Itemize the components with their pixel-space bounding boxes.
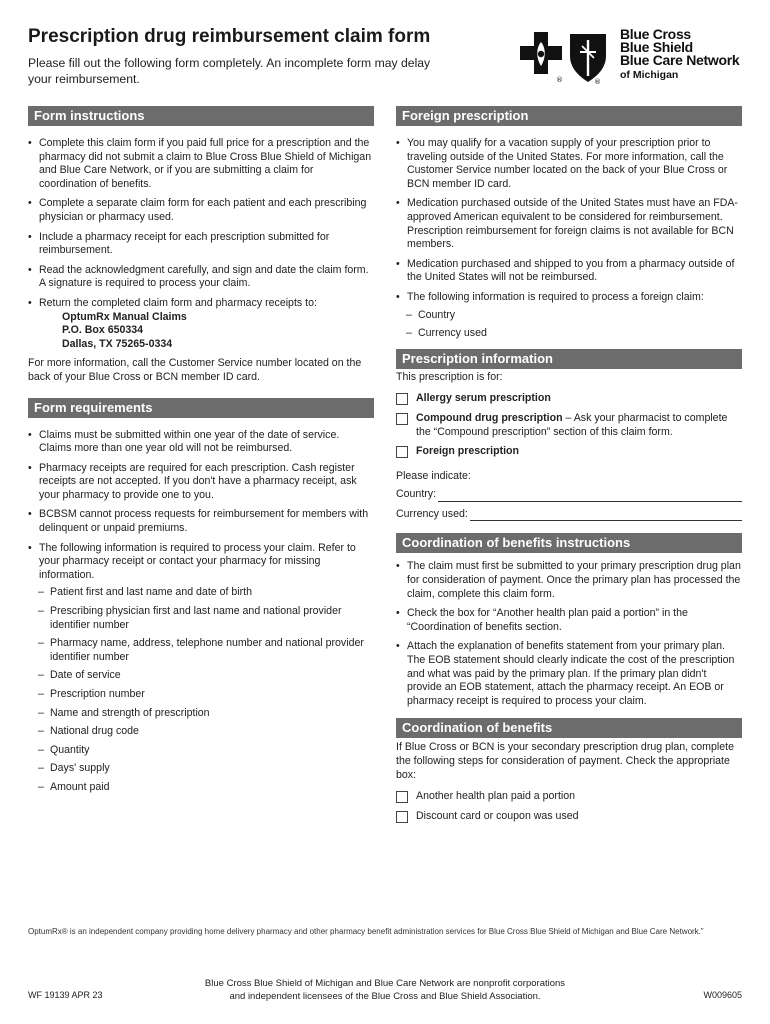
- sub-list-item: – Prescribing physician first and last name and national provider identifier number: [28, 605, 374, 632]
- another-plan-option[interactable]: [396, 790, 742, 804]
- brand-line-2: Blue Shield: [620, 39, 693, 55]
- sub-list-item: – Name and strength of prescription: [28, 707, 374, 721]
- country-field[interactable]: [396, 488, 742, 502]
- customer-service-note: For more information, call the Customer Service number located on the back of your Blue Cross or BCN member ID card.: [28, 357, 362, 383]
- list-item-text: The following information is required to process your claim. Refer to your pharmacy receipt or contact your pharmacy for missing information.: [39, 541, 356, 581]
- page-subtitle: Please fill out the following form completely. An incomplete form may delay your reimbursement.: [28, 56, 431, 86]
- svg-text:®: ®: [594, 78, 601, 86]
- allergy-serum-label: Allergy serum prescription: [416, 392, 551, 405]
- compound-drug-option[interactable]: [396, 412, 742, 439]
- list-item: • Read the acknowledgment carefully, and sign and date the claim form. A signature is required to process your claim.: [28, 264, 374, 291]
- list-item: • Medication purchased and shipped to you from a pharmacy outside of the United States will not be reimbursed.: [396, 258, 742, 285]
- compound-drug-label: Compound drug prescription: [416, 411, 563, 424]
- foreign-prescription-list: [396, 137, 742, 341]
- form-requirements-list: [28, 429, 374, 795]
- list-item: • Medication purchased outside of the United States must have an FDA-approved American equivalent to be considered for reimbursement. Prescription reimbursement for foreign claims is not available for BCN members.: [396, 197, 742, 251]
- sub-list-item: – Prescription number: [28, 688, 374, 702]
- list-item: • Pharmacy receipts are required for each prescription. Cash register receipts are not accepted. If you don't have a pharmacy receipt, ask your pharmacy to provide one to you.: [28, 462, 374, 503]
- allergy-serum-option[interactable]: [396, 392, 742, 406]
- mailing-address: [28, 311, 374, 352]
- list-item: • Attach the explanation of benefits statement from your primary plan. The EOB statement should clearly indicate the cost of the prescription and what was paid by the primary plan. If the primary plan didn't provide an EOB statement, attach the pharmacy receipt. An EOB or pharmacy receipt is required to process your claim.: [396, 640, 742, 708]
- list-item: • Check the box for “Another health plan paid a portion” in the “Coordination of benefits section.: [396, 607, 742, 634]
- sub-list-item: – Pharmacy name, address, telephone number and national provider identifier number: [28, 637, 374, 664]
- brand-line-1: Blue Cross: [620, 26, 691, 42]
- foreign-prescription-option[interactable]: [396, 445, 742, 459]
- cross-shield-icon: [508, 28, 618, 86]
- document-id: W009605: [703, 990, 742, 1000]
- compound-drug-note: – Ask your pharmacist to complete the “Compound prescription” section of this claim form.: [416, 411, 728, 438]
- svg-text:®: ®: [556, 76, 563, 84]
- sub-list-item: – Amount paid: [28, 781, 374, 795]
- sub-list-item: – Date of service: [28, 669, 374, 683]
- nonprofit-notice: [170, 977, 600, 1003]
- form-instructions-heading: Form instructions: [28, 106, 374, 126]
- sub-list-item: – Country: [396, 309, 742, 323]
- bcbs-logo: [508, 28, 748, 86]
- brand-name: [620, 28, 739, 82]
- form-requirements-heading: Form requirements: [28, 398, 374, 418]
- nonprofit-line-1: Blue Cross Blue Shield of Michigan and Blue Care Network are nonprofit corporations: [204, 978, 566, 989]
- address-line: P.O. Box 650334: [62, 324, 144, 337]
- compound-drug-checkbox[interactable]: [396, 413, 408, 425]
- currency-field[interactable]: [396, 508, 742, 522]
- address-line: Dallas, TX 75265-0334: [62, 337, 173, 350]
- list-item: • BCBSM cannot process requests for reimbursement for members with delinquent or unpaid premiums.: [28, 508, 374, 535]
- list-item: • The claim must first be submitted to your primary prescription drug plan for consideration of payment. Once the primary plan has processed the claim, complete this claim form.: [396, 560, 742, 601]
- list-item: • Return the completed claim form and pharmacy receipts to:: [28, 297, 374, 311]
- list-item: • Complete a separate claim form for each patient and each prescribing physician or pharmacy used.: [28, 197, 374, 224]
- right-column: [396, 106, 742, 823]
- nonprofit-line-2: and independent licensees of the Blue Cross and Blue Shield Association.: [229, 991, 541, 1002]
- foreign-prescription-heading: Foreign prescription: [396, 106, 742, 126]
- brand-line-4: of Michigan: [620, 69, 679, 81]
- list-item: [396, 291, 742, 341]
- another-plan-label: Another health plan paid a portion: [416, 790, 576, 803]
- address-line: OptumRx Manual Claims: [62, 310, 187, 323]
- list-item: • Include a pharmacy receipt for each prescription submitted for reimbursement.: [28, 231, 374, 258]
- country-input-line[interactable]: [438, 491, 742, 502]
- optumrx-footnote: OptumRx® is an independent company providing home delivery pharmacy and other pharmacy benefit administration services for Blue Cross Blue Shield of Michigan and Blue Care Network.”: [28, 927, 704, 936]
- prescription-intro: This prescription is for:: [396, 370, 503, 383]
- sub-list-item: – Days' supply: [28, 762, 374, 776]
- brand-line-3: Blue Care Network: [620, 52, 740, 68]
- foreign-prescription-label: Foreign prescription: [416, 445, 520, 458]
- country-label: Country:: [396, 488, 437, 501]
- sub-list-item: – Patient first and last name and date of birth: [28, 586, 374, 600]
- sub-list-item: – Quantity: [28, 744, 374, 758]
- sub-list-item: – Currency used: [396, 327, 742, 341]
- currency-label: Currency used:: [396, 507, 468, 520]
- cob-intro: If Blue Cross or BCN is your secondary prescription drug plan, complete the following steps for consideration of payment. Check the appropriate box:: [396, 741, 734, 781]
- form-instructions-list: [28, 137, 374, 311]
- cob-instructions-list: [396, 560, 742, 708]
- list-item: • You may qualify for a vacation supply of your prescription prior to traveling outside of the United States. For more information, call the Customer Service number located on the back of your Blue Cross or BCN member ID card.: [396, 137, 742, 191]
- currency-input-line[interactable]: [470, 510, 742, 521]
- cob-heading: Coordination of benefits: [396, 718, 742, 738]
- list-item: • Claims must be submitted within one year of the date of service. Claims more than one year old will not be reimbursed.: [28, 429, 374, 456]
- another-plan-checkbox[interactable]: [396, 791, 408, 803]
- list-item-text: The following information is required to process a foreign claim:: [407, 290, 704, 303]
- form-code: WF 19139 APR 23: [28, 990, 103, 1000]
- sub-list-item: – National drug code: [28, 725, 374, 739]
- required-info-list: [28, 586, 374, 794]
- page-title: Prescription drug reimbursement claim form: [28, 26, 431, 47]
- foreign-info-list: [396, 309, 742, 341]
- left-column: [28, 106, 374, 800]
- discount-card-option[interactable]: [396, 810, 742, 824]
- please-indicate: Please indicate:: [396, 469, 471, 482]
- list-item: [28, 542, 374, 795]
- list-item: • Complete this claim form if you paid full price for a prescription and the pharmacy did not submit a claim to Blue Cross Blue Shield of Michigan and Blue Care Network, or if you are submitting a claim for coordination of benefits.: [28, 137, 374, 191]
- discount-card-checkbox[interactable]: [396, 811, 408, 823]
- prescription-information-heading: Prescription information: [396, 349, 742, 369]
- cob-instructions-heading: Coordination of benefits instructions: [396, 533, 742, 553]
- foreign-prescription-checkbox[interactable]: [396, 446, 408, 458]
- discount-card-label: Discount card or coupon was used: [416, 809, 579, 822]
- allergy-serum-checkbox[interactable]: [396, 393, 408, 405]
